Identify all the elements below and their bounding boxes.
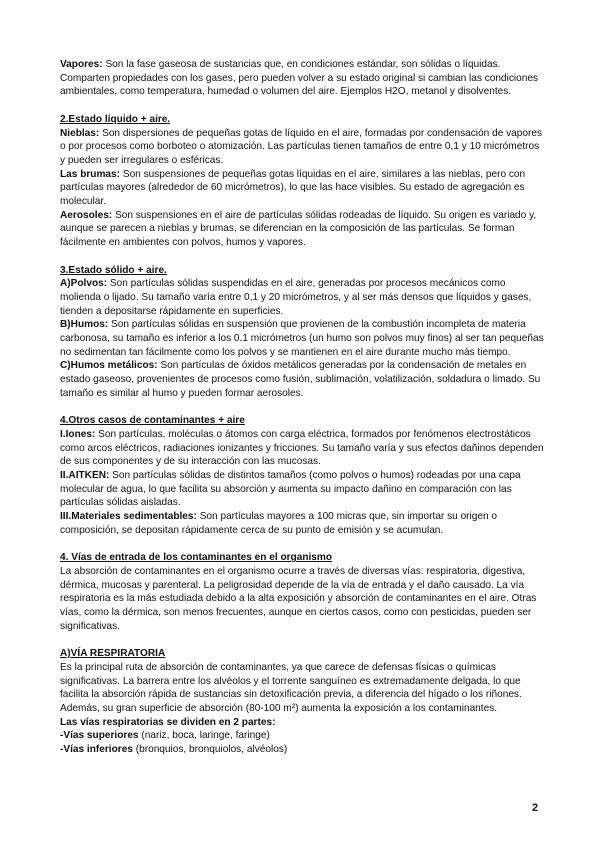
partes-line: Las vías respiratorias se dividen en 2 partes: <box>60 716 276 728</box>
humos-metalicos-text: Son partículas de óxidos metálicos generadas por la condensación de metales en estado gaseoso, provenientes de procesos como fusión, sublimación, volatilización, soldadura o limado. Su tamaño es similar al humo y pueden formar aerosoles. <box>60 360 541 399</box>
vias-inferiores-text: (bronquios, bronquiolos, alvéolos) <box>132 744 288 756</box>
section-4-heading: 4.Otros casos de contaminantes + aire <box>60 415 245 427</box>
via-respiratoria-paragraph: Es la principal ruta de absorción de contaminantes, ya que carece de defensas físicas o químicas significativas. La barrera entre los alvéolos y el torrente sanguíneo es extremadamente delgada, lo que facilita la absorción rápida de sustancias sin detoxificación previa, a diferencia del hígado o los riñones. Además, su gran superficie de absorción (80-100 m²) aumenta la exposición a los contaminantes. <box>60 661 522 714</box>
aitken-text: Son partículas sólidas de distintos tamaños (como polvos o humos) rodeadas por una capa molecular de agua, lo que facilita su absorción y aumenta su impacto dañino en comparación con las partículas sólidas aisladas. <box>60 470 521 509</box>
vapores-text: Son la fase gaseosa de sustancias que, en condiciones estándar, son sólidas o líquidas. Comparten propiedades con los gases, pero pueden volver a su estado original si cambian las condiciones ambientales, como temperatura, humedad o volumen del aire. Ejemplos H2O, metanol y disolventes. <box>60 59 539 98</box>
sedimentables-paragraph <box>60 510 544 537</box>
nieblas-paragraph <box>60 127 544 168</box>
page-number: 2 <box>532 802 539 814</box>
aitken-paragraph <box>60 469 544 510</box>
vias-entrada-paragraph: La absorción de contaminantes en el organismo ocurre a través de diversas vías: respiratoria, digestiva, dérmica, mucosas y parenteral. La peligrosidad depende de la vía de entrada y el daño causado. La vía respiratoria es la más estudiada debido a la alta exposición y absorción de contaminantes en el aire. Otras vías, como la dérmica, son menos frecuentes, aunque en ciertos casos, como con pesticidas, pueden ser significativas. <box>60 565 537 632</box>
humos-paragraph <box>60 318 544 359</box>
vias-superiores-term: -Vías superiores <box>60 730 139 742</box>
iones-paragraph <box>60 428 544 469</box>
vias-inferiores-term: -Vías inferiores <box>60 744 133 756</box>
brumas-term: Las brumas: <box>60 168 121 180</box>
humos-metalicos-term: C)Humos metálicos: <box>60 360 158 372</box>
document-page <box>60 58 544 757</box>
section-3-heading: 3.Estado sólido + aire. <box>60 264 167 276</box>
aerosoles-paragraph <box>60 209 544 250</box>
polvos-paragraph <box>60 277 544 318</box>
nieblas-text: Son dispersiones de pequeñas gotas de líquido en el aire, formadas por condensación de vapores o por procesos como borboteo o atomización. Las partículas tienen tamaños de entre 0,1 y 10 micrómetros y pueden ser irregulares o esféricas. <box>60 127 543 166</box>
vias-superiores-line <box>60 729 544 743</box>
vias-entrada-heading: 4. Vías de entrada de los contaminantes en el organismo <box>60 552 333 564</box>
section-2-heading: 2.Estado líquido + aire. <box>60 113 171 125</box>
polvos-text: Son partículas sólidas suspendidas en el aire, generadas por procesos mecánicos como molienda o lijado. Su tamaño varía entre 0,1 y 20 micrómetros, y al ser más densos que líquidos y gases, tienden a depositarse rápidamente en superficies. <box>60 278 532 317</box>
vias-inferiores-line <box>60 743 544 757</box>
humos-text: Son partículas sólidas en suspensión que provienen de la combustión incompleta de materia carbonosa, su tamaño es inferior a los 0.1 micrómetros (un humo son polvos muy finos) al ser tan pequeñas no sedimentan tan fácilmente como los polvos y se mantienen en el aire durante mucho más tiempo. <box>60 319 544 358</box>
nieblas-term: Nieblas: <box>60 127 100 139</box>
via-respiratoria-heading: A)VÍA RESPIRATORIA <box>60 648 166 660</box>
aitken-term: II.AITKEN: <box>60 470 110 482</box>
vias-superiores-text: (nariz, boca, laringe, faringe) <box>138 730 270 742</box>
brumas-paragraph <box>60 168 544 209</box>
humos-term: B)Humos: <box>60 319 109 331</box>
sedimentables-text: Son partículas mayores a 100 micras que, sin importar su origen o composición, se depositan rápidamente cerca de su punto de emisión y se acumulan. <box>60 511 498 536</box>
sedimentables-term: III.Materiales sedimentables: <box>60 511 197 523</box>
aerosoles-text: Son suspensiones en el aire de partículas sólidas rodeadas de líquido. Su origen es variado y, aunque se parecen a nieblas y brumas, se diferencian en la composición de las partículas. Se forman fácilmente en ambientes con polvos, humos y vapores. <box>60 209 537 249</box>
vapores-paragraph <box>60 58 544 99</box>
vapores-term: Vapores: <box>60 59 103 70</box>
polvos-term: A)Polvos: <box>60 278 108 290</box>
aerosoles-term: Aerosoles: <box>60 209 113 221</box>
iones-term: I.Iones: <box>60 428 96 440</box>
iones-text: Son partículas, moléculas o átomos con carga eléctrica, formados por fenómenos electrostáticos como arcos eléctricos, radiaciones ionizantes y fricciones. Su tamaño varía y sus efectos dañinos dependen de sus componentes y de su interacción con las mucosas. <box>60 428 544 468</box>
humos-metalicos-paragraph <box>60 359 544 400</box>
brumas-text: Son suspensiones de pequeñas gotas líquidas en el aire, similares a las nieblas, pero con partículas mayores (alrededor de 60 micrómetros), lo que las hace visibles. Su estado de agregación es molecular. <box>60 168 526 208</box>
